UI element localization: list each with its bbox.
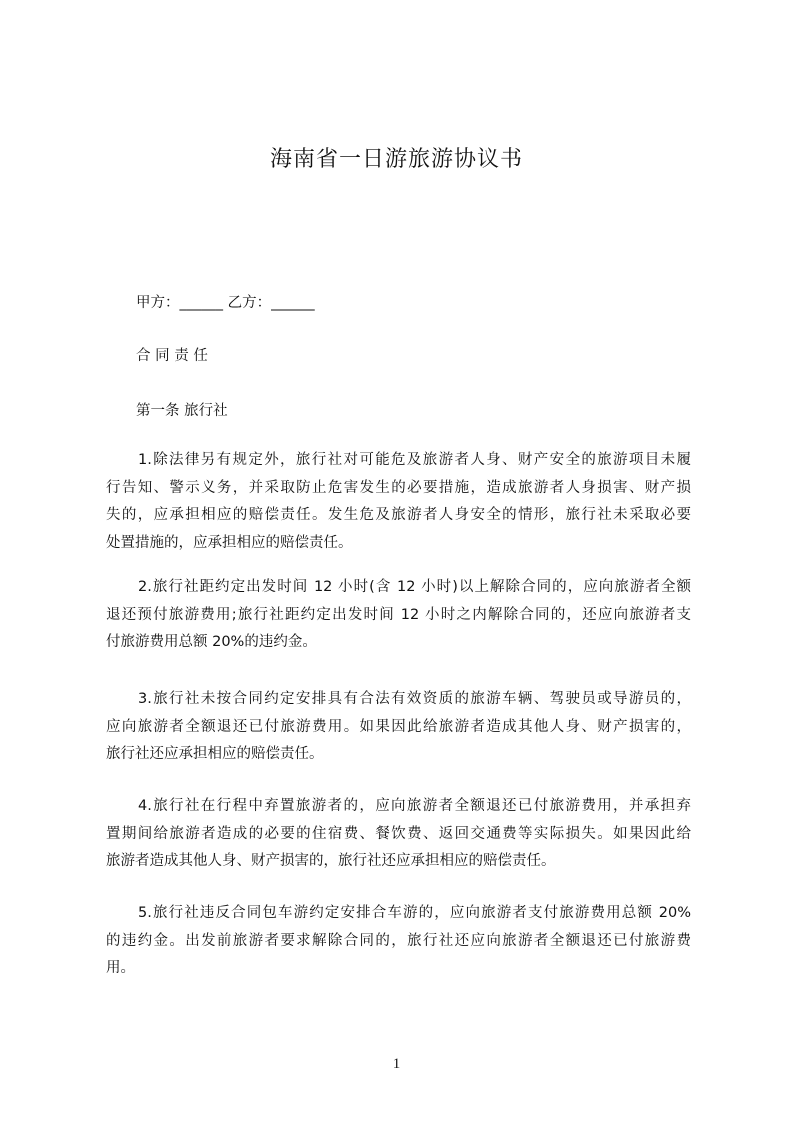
document-title: 海南省一日游旅游协议书 xyxy=(269,147,523,172)
paragraph-line: 失的，应承担相应的赔偿责任。发生危及旅游者人身安全的情形，旅行社未采取必要 xyxy=(106,507,691,523)
paragraph-line: 1.除法律另有规定外，旅行社对可能危及旅游者人身、财产安全的旅游项目未履 xyxy=(138,452,691,468)
parties-line: 甲方：______ 乙方：______ xyxy=(136,295,315,311)
clause-paragraph xyxy=(106,900,691,983)
paragraph-line: 付旅游费用总额 20%的违约金。 xyxy=(106,634,317,650)
paragraph-line: 的违约金。出发前旅游者要求解除合同的，旅行社还应向旅游者全额退还已付旅游费 xyxy=(106,932,691,949)
paragraph-line: 处置措施的，应承担相应的赔偿责任。 xyxy=(106,534,353,551)
paragraph-line: 4.旅行社在行程中弃置旅游者的，应向旅游者全额退还已付旅游费用，并承担弃 xyxy=(138,798,691,814)
clause-paragraph xyxy=(106,686,691,769)
paragraph-line: 5.旅行社违反合同包车游约定安排合车游的，应向旅游者支付旅游费用总额 20% xyxy=(138,905,691,921)
article-heading: 第一条 旅行社 xyxy=(136,403,228,419)
clause-paragraph xyxy=(106,574,691,657)
paragraph-line: 置期间给旅游者造成的必要的住宿费、餐饮费、返回交通费等实际损失。如果因此给 xyxy=(106,825,691,842)
page-number: 1 xyxy=(392,1056,401,1072)
paragraph-line: 应向旅游者全额退还已付旅游费用。如果因此给旅游者造成其他人身、财产损害的， xyxy=(106,718,691,735)
paragraph-line: 旅游者造成其他人身、财产损害的，旅行社还应承担相应的赔偿责任。 xyxy=(106,853,556,869)
paragraph-line: 行告知、警示义务，并采取防止危害发生的必要措施，造成旅游者人身损害、财产损 xyxy=(106,479,691,496)
section-heading: 合 同 责 任 xyxy=(136,348,208,364)
paragraph-line: 旅行社还应承担相应的赔偿责任。 xyxy=(106,746,324,762)
paragraph-line: 用。 xyxy=(106,960,135,976)
clause-paragraph xyxy=(106,793,691,876)
paragraph-line: 2.旅行社距约定出发时间 12 小时(含 12 小时)以上解除合同的，应向旅游者全额 xyxy=(138,579,691,595)
paragraph-line: 3.旅行社未按合同约定安排具有合法有效资质的旅游车辆、驾驶员或导游员的， xyxy=(138,691,691,707)
paragraph-line: 退还预付旅游费用;旅行社距约定出发时间 12 小时之内解除合同的，还应向旅游者支 xyxy=(106,606,691,623)
clause-paragraph xyxy=(106,447,691,557)
